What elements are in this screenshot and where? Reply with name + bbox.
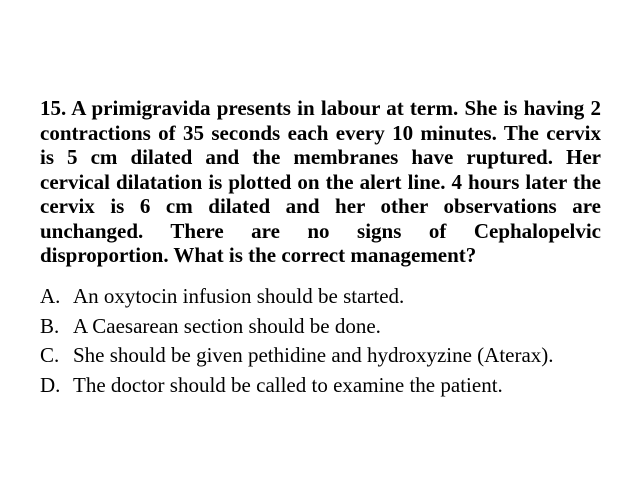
option-text: The doctor should be called to examine the patient. [73,372,503,397]
option-c [40,343,601,368]
option-letter: A. [40,284,61,308]
option-d [40,373,601,398]
option-text: An oxytocin infusion should be started. [73,284,405,308]
question-text: 15. A primigravida presents in labour at term. She is having 2 contractions of 35 seconds each every 10 minutes. The cervix is 5 cm dilated and the membranes have ruptured. Her cervical dilatation is plotted on the alert line. 4 hours later the cervix is 6 cm dilated and her other observations are unchanged. There are no signs of Cephalopelvic disproportion. What is the correct management? [40,96,601,267]
option-letter: B. [40,313,60,338]
answer-options [40,284,601,402]
option-a [40,284,601,309]
option-letter: D. [40,372,61,397]
option-text: She should be given pethidine and hydroxyzine (Aterax). [73,343,554,367]
option-letter: C. [40,343,60,367]
option-b [40,314,601,339]
option-text: A Caesarean section should be done. [73,313,381,338]
